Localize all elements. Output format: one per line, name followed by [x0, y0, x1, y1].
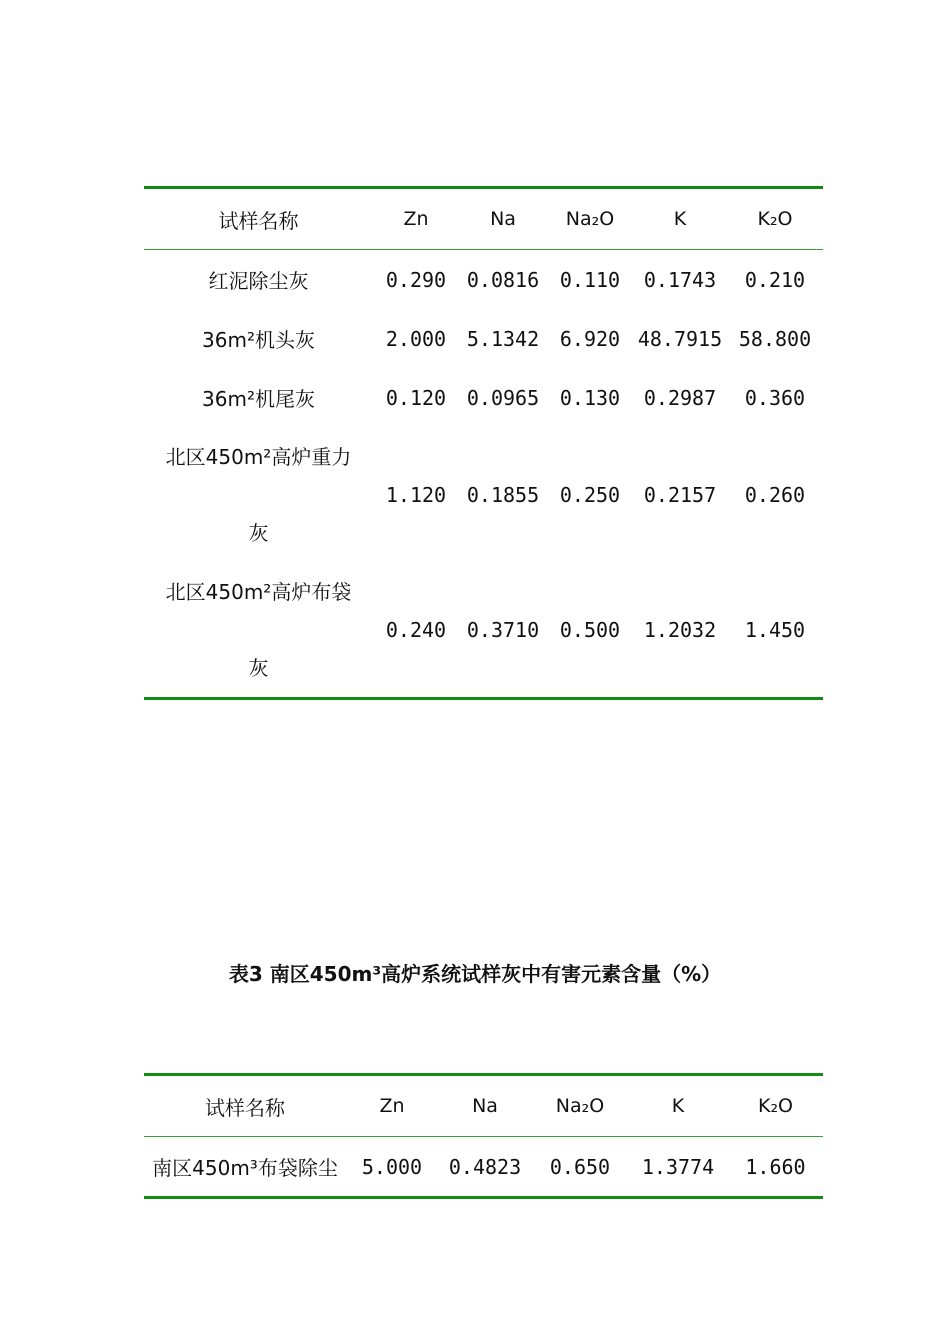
- header-na2o: Na₂O: [547, 188, 633, 250]
- na-value: 0.4823: [448, 1154, 522, 1179]
- k2o-value: 0.360: [744, 385, 806, 410]
- header-zn: Zn: [346, 1075, 438, 1137]
- k-value: 0.2157: [643, 482, 717, 507]
- table-header-row: [144, 1075, 823, 1137]
- zn-value: 1.120: [385, 482, 447, 507]
- sample-name-line1: 北区450m²高炉重力: [165, 444, 352, 469]
- header-k: K: [628, 1075, 728, 1137]
- sample-name: 36m²机尾灰: [202, 387, 315, 411]
- sample-name: [144, 427, 373, 562]
- zn-value: 0.240: [385, 617, 447, 642]
- sample-name-line2: 灰: [248, 520, 269, 545]
- na-value: 0.3710: [466, 617, 540, 642]
- sample-name-line2: 灰: [248, 655, 269, 680]
- table-harmful-elements-1: [144, 186, 823, 700]
- k-value: 0.1743: [643, 267, 717, 292]
- table-caption: 表3 南区450m³高炉系统试样灰中有害元素含量（%）: [228, 962, 722, 986]
- zn-value: 0.290: [385, 267, 447, 292]
- sample-name: 36m²机头灰: [202, 328, 315, 352]
- header-k2o: K₂O: [727, 188, 823, 250]
- k-value: 1.3774: [641, 1154, 715, 1179]
- header-k: K: [633, 188, 727, 250]
- k2o-value: 0.210: [744, 267, 806, 292]
- header-na: Na: [459, 188, 547, 250]
- k-value: 1.2032: [643, 617, 717, 642]
- na-value: 5.1342: [466, 326, 540, 351]
- sample-name: [144, 562, 373, 699]
- sample-name: 红泥除尘灰: [208, 269, 309, 293]
- sample-name-line1: 北区450m²高炉布袋: [165, 579, 352, 604]
- k2o-value: 58.800: [738, 326, 812, 351]
- na2o-value: 0.110: [559, 267, 621, 292]
- table-row: [144, 309, 823, 368]
- na2o-value: 0.130: [559, 385, 621, 410]
- sample-name: 南区450m³布袋除尘: [152, 1156, 338, 1180]
- table-row: [144, 1137, 823, 1198]
- header-na: Na: [438, 1075, 532, 1137]
- na-value: 0.1855: [466, 482, 540, 507]
- na2o-value: 0.650: [549, 1154, 611, 1179]
- header-sample-name: 试样名称: [144, 188, 373, 250]
- k2o-value: 1.450: [744, 617, 806, 642]
- header-na2o: Na₂O: [532, 1075, 628, 1137]
- k-value: 48.7915: [637, 326, 723, 351]
- zn-value: 0.120: [385, 385, 447, 410]
- header-sample-name: 试样名称: [144, 1075, 346, 1137]
- table-row: [144, 250, 823, 310]
- header-zn: Zn: [373, 188, 459, 250]
- zn-value: 5.000: [361, 1154, 423, 1179]
- table-header-row: [144, 188, 823, 250]
- table-harmful-elements-south: [144, 1073, 823, 1199]
- table-row: [144, 368, 823, 427]
- header-k2o: K₂O: [728, 1075, 823, 1137]
- k2o-value: 0.260: [744, 482, 806, 507]
- na2o-value: 0.500: [559, 617, 621, 642]
- na-value: 0.0816: [466, 267, 540, 292]
- k2o-value: 1.660: [745, 1154, 806, 1179]
- k-value: 0.2987: [643, 385, 717, 410]
- na-value: 0.0965: [466, 385, 540, 410]
- table-row: [144, 427, 823, 562]
- na2o-value: 0.250: [559, 482, 621, 507]
- zn-value: 2.000: [385, 326, 447, 351]
- na2o-value: 6.920: [559, 326, 621, 351]
- table-row: [144, 562, 823, 699]
